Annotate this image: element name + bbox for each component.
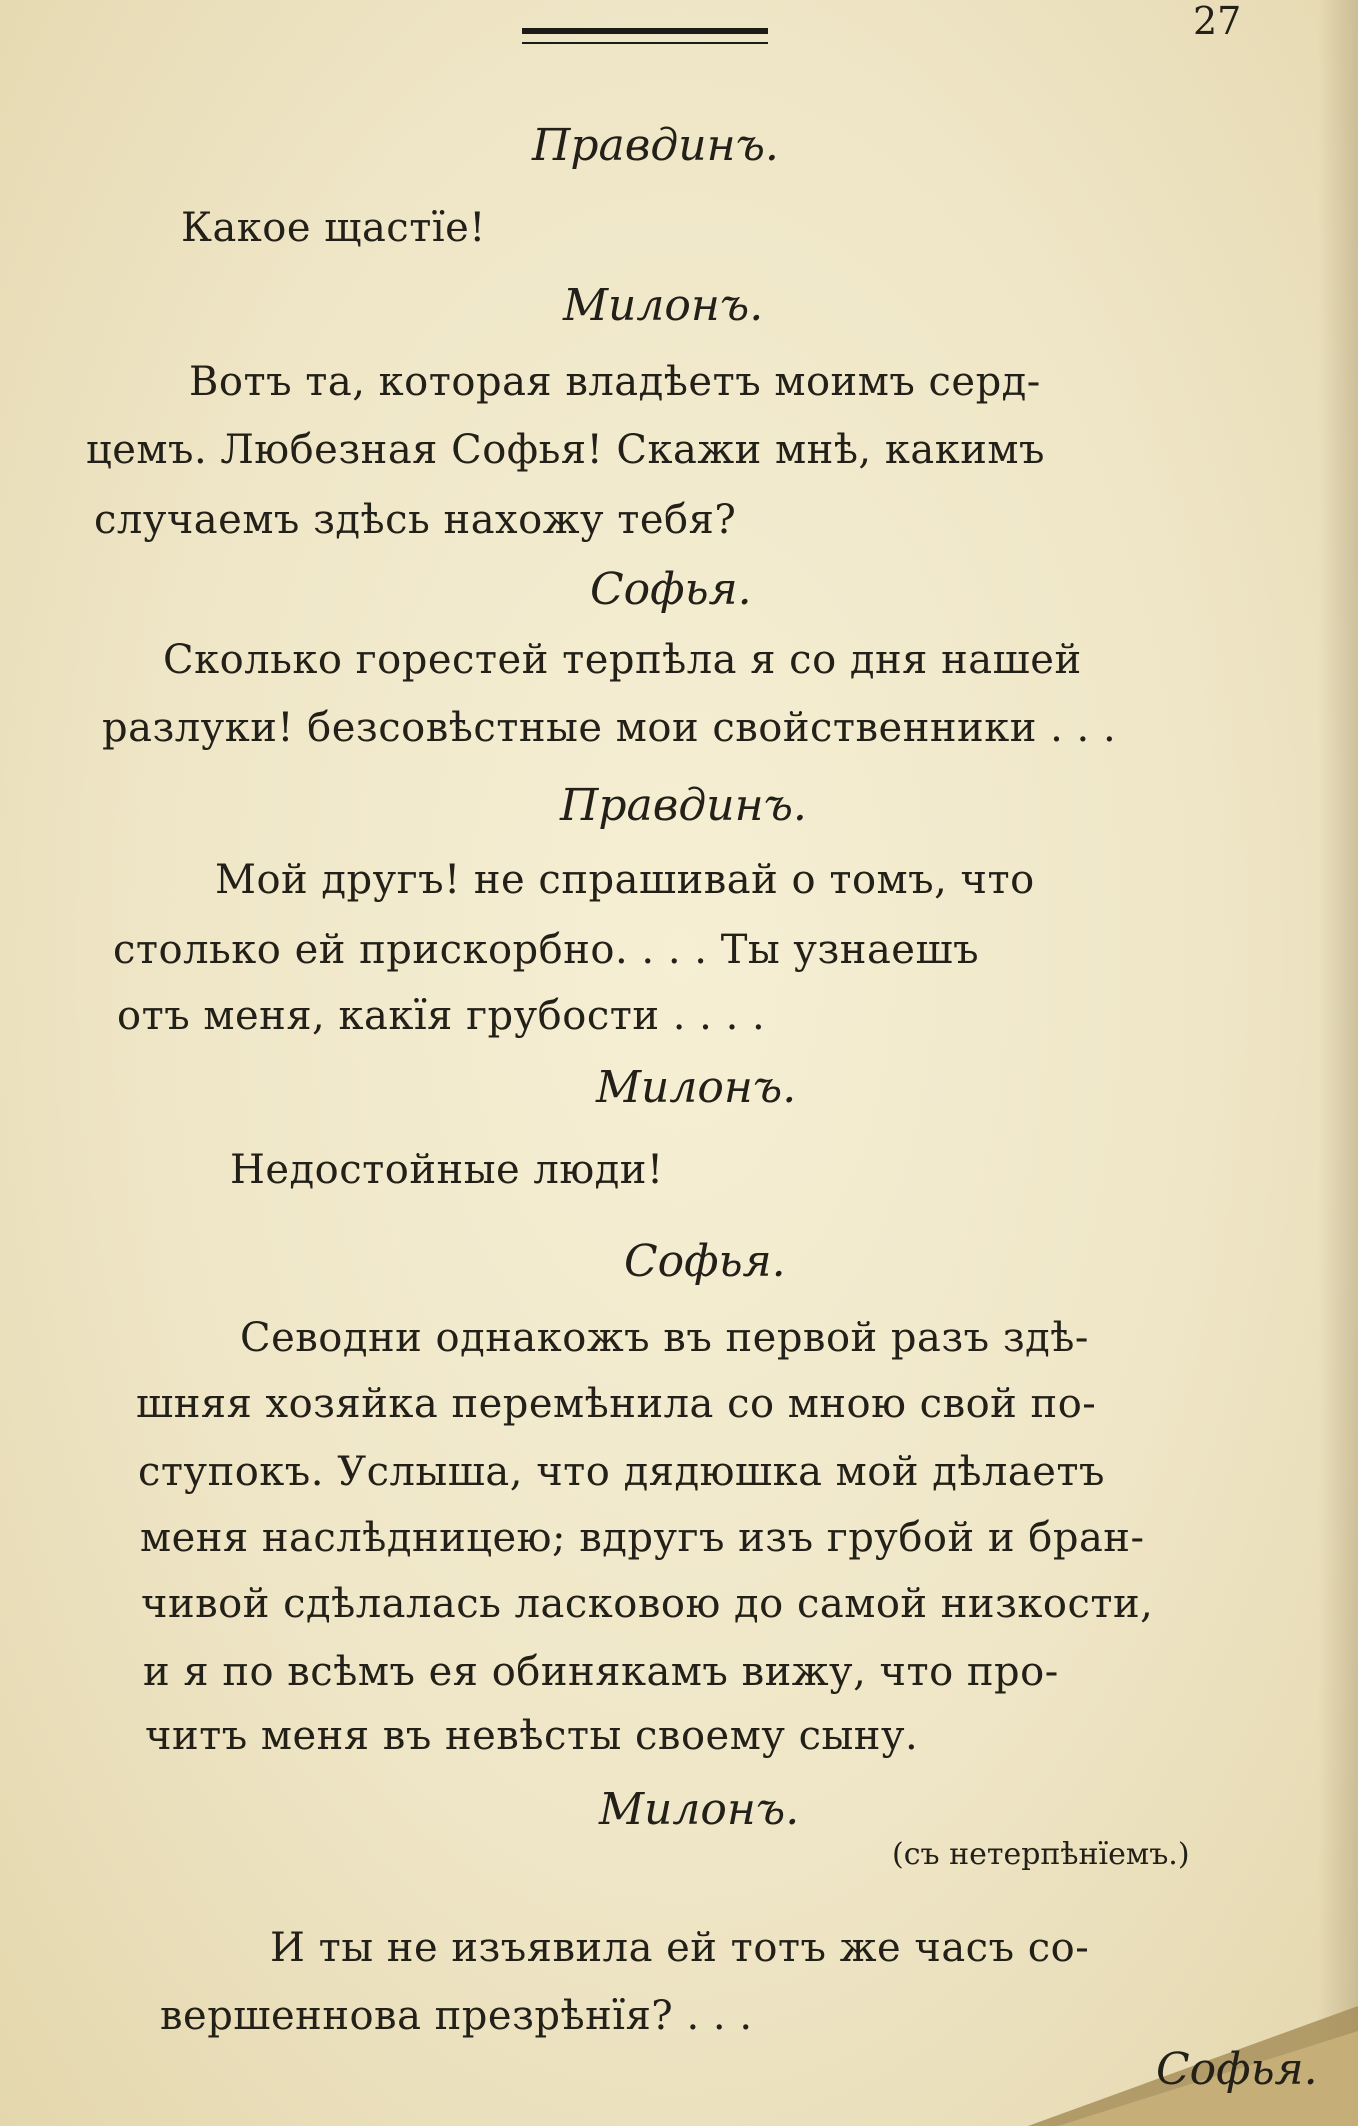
dialogue-line: Севодни однакожъ въ первой разъ здѣ- xyxy=(240,1315,1089,1361)
speaker-name: Милонъ. xyxy=(596,1062,797,1113)
dialogue-line: и я по всѣмъ ея обинякамъ вижу, что про- xyxy=(143,1649,1059,1695)
speaker-name: Милонъ. xyxy=(563,280,764,331)
header-rule-thick xyxy=(522,28,768,34)
dialogue-line: Сколько горестей терпѣла я со дня нашей xyxy=(163,637,1082,683)
dialogue-line: разлуки! безсовѣстные мои свойственники . . . xyxy=(102,705,1117,751)
dialogue-line: столько ей прискорбно. . . . Ты узнаешъ xyxy=(113,927,980,973)
dialogue-line: шняя хозяйка перемѣнила со мною свой по- xyxy=(136,1381,1097,1427)
speaker-name: Софья. xyxy=(590,564,752,615)
dialogue-line: вершеннова презрѣнїя? . . . xyxy=(160,1993,753,2039)
dialogue-line: отъ меня, какїя грубости . . . . xyxy=(117,993,766,1039)
dialogue-line: И ты не изъявила ей тотъ же часъ со- xyxy=(270,1925,1090,1971)
dialogue-line: Вотъ та, которая владѣетъ моимъ серд- xyxy=(189,359,1041,405)
header-rule-thin xyxy=(522,42,768,44)
speaker-name: Софья. xyxy=(1156,2044,1318,2095)
dialogue-line: Недостойные люди! xyxy=(230,1147,664,1193)
speaker-name: Милонъ. xyxy=(599,1784,800,1835)
dialogue-line: Какое щастїе! xyxy=(181,205,486,251)
stage-direction: (съ нетерпѣнїемъ.) xyxy=(892,1837,1190,1872)
speaker-name: Софья. xyxy=(624,1236,786,1287)
speaker-name: Правдинъ. xyxy=(560,780,807,831)
speaker-name: Правдинъ. xyxy=(532,120,779,171)
dialogue-line: меня наслѣдницею; вдругъ изъ грубой и бран- xyxy=(140,1515,1145,1561)
dialogue-line: читъ меня въ невѣсты своему сыну. xyxy=(145,1713,919,1759)
dialogue-line: Мой другъ! не спрашивай о томъ, что xyxy=(215,857,1035,903)
page-number: 27 xyxy=(1193,0,1242,43)
dialogue-line: ступокъ. Услыша, что дядюшка мой дѣлаетъ xyxy=(138,1449,1105,1495)
page-edge-shadow xyxy=(1318,0,1358,2126)
dialogue-line: случаемъ здѣсь нахожу тебя? xyxy=(94,497,737,543)
dialogue-line: чивой сдѣлалась ласковою до самой низкости, xyxy=(141,1581,1154,1627)
dialogue-line: цемъ. Любезная Софья! Скажи мнѣ, какимъ xyxy=(86,427,1045,473)
